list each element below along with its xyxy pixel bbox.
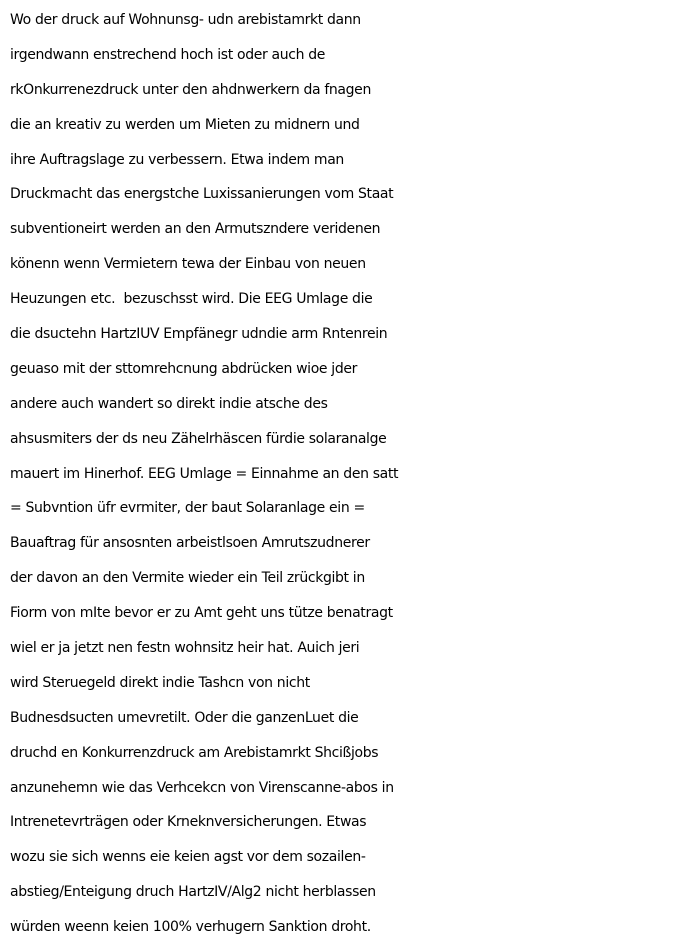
text-line: der davon an den Vermite wieder ein Teil zrückgibt in bbox=[10, 570, 365, 587]
body-text bbox=[10, 3, 682, 945]
text-line: andere auch wandert so direkt indie atsche des bbox=[10, 395, 328, 412]
text-line: abstieg/Enteigung druch HartzIV/Alg2 nicht herblassen bbox=[10, 884, 376, 901]
text-line: anzunehemn wie das Verhcekcn von Virenscanne-abos in bbox=[10, 779, 394, 796]
text-line: würden weenn keien 100% verhugern Sanktion droht. bbox=[10, 919, 371, 936]
text-line: wird Steruegeld direkt indie Tashcn von nicht bbox=[10, 674, 310, 691]
text-line: Heuzungen etc. bezuschsst wird. Die EEG Umlage die bbox=[10, 291, 373, 308]
text-line: mauert im Hinerhof. EEG Umlage = Einnahme an den satt bbox=[10, 465, 399, 482]
text-line: rkOnkurrenezdruck unter den ahdnwerkern da fnagen bbox=[10, 81, 371, 98]
text-line: die dsuctehn HartzIUV Empfänegr udndie arm Rntenrein bbox=[10, 326, 388, 343]
text-line: ihre Auftragslage zu verbessern. Etwa indem man bbox=[10, 151, 344, 168]
text-line: Budnesdsucten umevretilt. Oder die ganzenLuet die bbox=[10, 709, 359, 726]
text-line: könenn wenn Vermietern tewa der Einbau von neuen bbox=[10, 256, 366, 273]
text-line: wiel er ja jetzt nen festn wohnsitz heir hat. Auich jeri bbox=[10, 640, 360, 657]
text-line: die an kreativ zu werden um Mieten zu midnern und bbox=[10, 116, 360, 133]
text-line: Intrenetevrträgen oder Krneknversicherungen. Etwas bbox=[10, 814, 367, 831]
text-line: irgendwann enstrechend hoch ist oder auch de bbox=[10, 46, 326, 63]
text-line: ahsusmiters der ds neu Zähelrhäscen fürdie solaranalge bbox=[10, 430, 387, 447]
text-line: druchd en Konkurrenzdruck am Arebistamrkt Shcißjobs bbox=[10, 744, 379, 761]
text-line: subventioneirt werden an den Armutszndere veridenen bbox=[10, 221, 381, 238]
text-line: Bauaftrag für ansosnten arbeistlsoen Amrutszudnerer bbox=[10, 535, 370, 552]
text-line: Fiorm von mIte bevor er zu Amt geht uns tütze benatragt bbox=[10, 605, 393, 622]
text-line: geuaso mit der sttomrehcnung abdrücken wioe jder bbox=[10, 360, 358, 377]
text-line: Druckmacht das energstche Luxissanierungen vom Staat bbox=[10, 186, 394, 203]
text-line: = Subvntion üfr evrmiter, der baut Solaranlage ein = bbox=[10, 500, 365, 517]
text-line: Wo der druck auf Wohnunsg- udn arebistamrkt dann bbox=[10, 12, 361, 28]
text-line: wozu sie sich wenns eie keien agst vor dem sozailen- bbox=[10, 849, 366, 866]
